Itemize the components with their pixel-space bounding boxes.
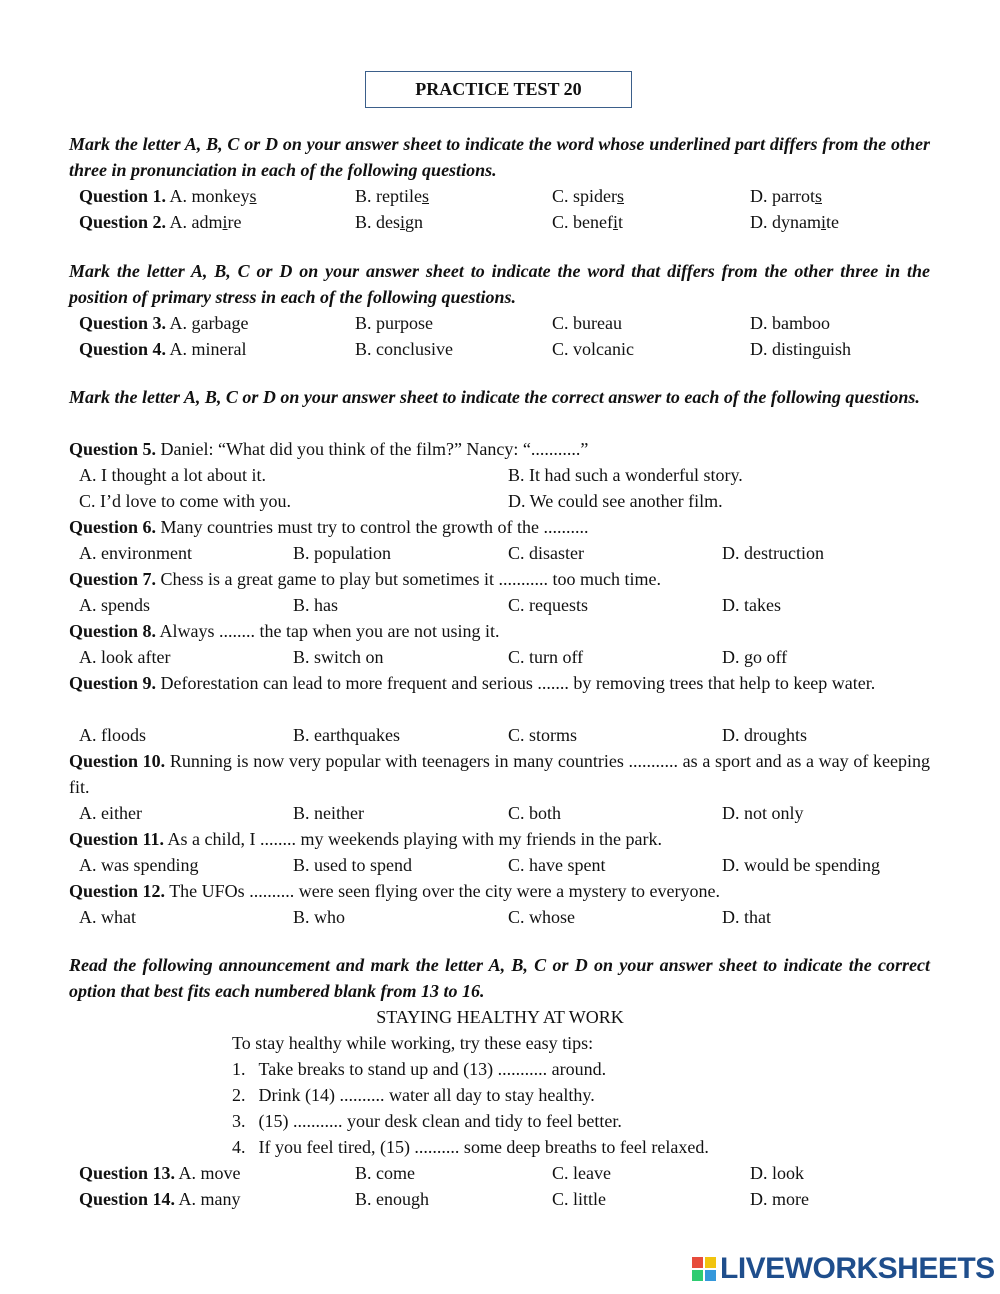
- question-stem: Question 10. Running is now very popular with teenagers in many countries ........... as a sport and as a way of keeping fit.: [69, 751, 930, 797]
- option-c[interactable]: C. spiders: [552, 186, 625, 206]
- instruction-correct-answer: Mark the letter A, B, C or D on your answer sheet to indicate the correct answer to each of the following questions.: [69, 387, 920, 407]
- logo-square: [692, 1257, 703, 1268]
- logo-square: [705, 1270, 716, 1281]
- option-d[interactable]: D. not only: [722, 803, 804, 823]
- option-b[interactable]: B. used to spend: [293, 855, 412, 875]
- question-stem: Question 12. The UFOs .......... were seen flying over the city were a mystery to everyone.: [69, 881, 721, 901]
- option-a[interactable]: A. either: [79, 803, 142, 823]
- option-c[interactable]: C. leave: [552, 1163, 611, 1183]
- option-a[interactable]: A. I thought a lot about it.: [79, 465, 266, 485]
- option-d[interactable]: D. parrots: [750, 186, 822, 206]
- option-a[interactable]: A. monkeys: [169, 186, 257, 206]
- option-a[interactable]: A. look after: [79, 647, 171, 667]
- option-c[interactable]: C. turn off: [508, 647, 584, 667]
- option-c[interactable]: C. storms: [508, 725, 578, 745]
- tip-item: 2. Drink (14) .......... water all day to stay healthy.: [232, 1085, 595, 1105]
- logo-text: LIVEWORKSHEETS: [720, 1252, 995, 1285]
- option-b[interactable]: B. earthquakes: [293, 725, 400, 745]
- question-label: Question 10.: [69, 751, 166, 771]
- tip-item: 4. If you feel tired, (15) .......... some deep breaths to feel relaxed.: [232, 1137, 709, 1157]
- option-b[interactable]: B. neither: [293, 803, 364, 823]
- option-b[interactable]: B. purpose: [355, 313, 433, 333]
- option-c[interactable]: C. disaster: [508, 543, 584, 563]
- option-c[interactable]: C. have spent: [508, 855, 606, 875]
- option-b[interactable]: B. It had such a wonderful story.: [508, 465, 743, 485]
- option-b[interactable]: B. who: [293, 907, 346, 927]
- question-label: Question 12.: [69, 881, 166, 901]
- option-a[interactable]: A. floods: [79, 725, 146, 745]
- option-d[interactable]: D. look: [750, 1163, 804, 1183]
- option-a[interactable]: A. mineral: [169, 339, 247, 359]
- question-stem: Question 5. Daniel: “What did you think of the film?” Nancy: “...........”: [69, 439, 589, 459]
- option-a[interactable]: A. garbage: [169, 313, 249, 333]
- option-c[interactable]: C. whose: [508, 907, 575, 927]
- question-label: Question 14.: [79, 1189, 176, 1209]
- option-d[interactable]: D. dynamite: [750, 212, 840, 232]
- question-label: Question 8.: [69, 621, 157, 641]
- question-label: Question 4.: [79, 339, 167, 359]
- question-label: Question 3.: [79, 313, 167, 333]
- option-d[interactable]: D. more: [750, 1189, 809, 1209]
- option-b[interactable]: B. switch on: [293, 647, 384, 667]
- announcement-heading: STAYING HEALTHY AT WORK: [376, 1007, 624, 1027]
- tip-item: 3. (15) ........... your desk clean and tidy to feel better.: [232, 1111, 622, 1131]
- question-stem: Question 6. Many countries must try to control the growth of the ..........: [69, 517, 589, 537]
- question-label: Question 13.: [79, 1163, 176, 1183]
- option-b[interactable]: B. has: [293, 595, 338, 615]
- option-d[interactable]: D. distinguish: [750, 339, 852, 359]
- page-title: PRACTICE TEST 20: [365, 71, 632, 108]
- announcement-intro: To stay healthy while working, try these easy tips:: [232, 1033, 594, 1053]
- option-d[interactable]: D. droughts: [722, 725, 807, 745]
- question-stem: Question 7. Chess is a great game to play but sometimes it ........... too much time.: [69, 569, 661, 589]
- option-b[interactable]: B. population: [293, 543, 391, 563]
- option-a[interactable]: A. what: [79, 907, 136, 927]
- logo-squares-icon: [692, 1257, 716, 1281]
- option-c[interactable]: C. I’d love to come with you.: [79, 491, 291, 511]
- option-b[interactable]: B. design: [355, 212, 424, 232]
- option-d[interactable]: D. takes: [722, 595, 781, 615]
- option-a[interactable]: A. spends: [79, 595, 150, 615]
- option-a[interactable]: A. was spending: [79, 855, 199, 875]
- option-d[interactable]: D. We could see another film.: [508, 491, 723, 511]
- option-a[interactable]: A. many: [178, 1189, 241, 1209]
- tip-item: 1. Take breaks to stand up and (13) ........... around.: [232, 1059, 607, 1079]
- option-c[interactable]: C. benefit: [552, 212, 624, 232]
- option-d[interactable]: D. bamboo: [750, 313, 830, 333]
- option-a[interactable]: A. move: [178, 1163, 241, 1183]
- question-stem: Question 8. Always ........ the tap when you are not using it.: [69, 621, 500, 641]
- logo-square: [692, 1270, 703, 1281]
- logo-square: [705, 1257, 716, 1268]
- option-a[interactable]: A. environment: [79, 543, 192, 563]
- option-b[interactable]: B. conclusive: [355, 339, 453, 359]
- question-label: Question 1.: [79, 186, 167, 206]
- option-d[interactable]: D. that: [722, 907, 771, 927]
- instruction-stress: Mark the letter A, B, C or D on your answer sheet to indicate the word that differs from the other three in the position of primary stress in each of the following questions.: [69, 261, 930, 307]
- option-d[interactable]: D. destruction: [722, 543, 824, 563]
- question-label: Question 9.: [69, 673, 157, 693]
- option-c[interactable]: C. bureau: [552, 313, 622, 333]
- option-c[interactable]: C. requests: [508, 595, 588, 615]
- question-label: Question 5.: [69, 439, 157, 459]
- liveworksheets-logo[interactable]: [692, 1252, 995, 1286]
- option-b[interactable]: B. reptiles: [355, 186, 429, 206]
- option-c[interactable]: C. volcanic: [552, 339, 634, 359]
- option-d[interactable]: D. would be spending: [722, 855, 880, 875]
- question-label: Question 11.: [69, 829, 165, 849]
- option-c[interactable]: C. little: [552, 1189, 606, 1209]
- option-b[interactable]: B. come: [355, 1163, 415, 1183]
- question-stem: Question 9. Deforestation can lead to more frequent and serious ....... by removing trees that help to keep water.: [69, 673, 876, 693]
- option-d[interactable]: D. go off: [722, 647, 788, 667]
- question-label: Question 2.: [79, 212, 167, 232]
- question-stem: Question 11. As a child, I ........ my weekends playing with my friends in the park.: [69, 829, 662, 849]
- option-b[interactable]: B. enough: [355, 1189, 429, 1209]
- instruction-pronunciation: Mark the letter A, B, C or D on your answer sheet to indicate the word whose underlined part differs from the other three in pronunciation in each of the following questions.: [69, 134, 930, 180]
- option-a[interactable]: A. admire: [169, 212, 242, 232]
- question-label: Question 6.: [69, 517, 157, 537]
- question-label: Question 7.: [69, 569, 157, 589]
- instruction-announcement: Read the following announcement and mark the letter A, B, C or D on your answer sheet to indicate the correct option that best fits each numbered blank from 13 to 16.: [69, 955, 930, 1001]
- option-c[interactable]: C. both: [508, 803, 562, 823]
